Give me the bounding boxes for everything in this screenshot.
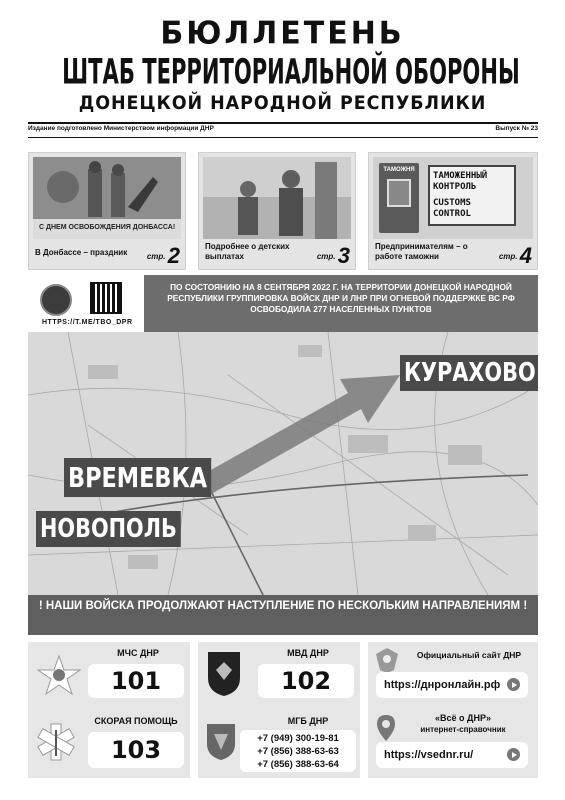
sign-line: ТАМОЖЕННЫЙ [433,171,488,181]
card-mchs [28,642,190,708]
ambulance-star-icon [36,722,76,762]
page-number: 4 [519,243,532,268]
sign-line: CONTROL [433,209,471,219]
vsednr-url[interactable]: https://vsednr.ru/ [376,742,528,768]
card-mgb [198,708,360,778]
map-info-box: ПО СОСТОЯНИЮ НА 8 СЕНТЯБРЯ 2022 Г. НА ТЕРРИТОРИИ ДОНЕЦКОЙ НАРОДНОЙ РЕСПУБЛИКИ ГРУППИРОВКА ВОЙСК ДНР И ЛНР ПРИ ОГНЕВОЙ ПОДДЕРЖКЕ ВС РФ ОСВОБОДИЛА 277 НАСЕЛЕННЫХ ПУНКТОВ [144,275,538,332]
place-kurakhovo: КУРАХОВО [400,355,538,391]
ambulance-title: СКОРАЯ ПОМОЩЬ [94,716,178,726]
site-url[interactable]: https://днронлайн.рф [376,672,528,698]
card-mvd [198,642,360,708]
page-number: 2 [167,243,180,268]
mgb-phone[interactable]: +7 (949) 300-19-81 [257,733,339,744]
teaser-child-payments[interactable] [198,152,356,270]
place-novopol: НОВОПОЛЬ [36,511,181,547]
sign-line: КОНТРОЛЬ [433,182,477,192]
holiday-photo [33,157,181,239]
mchs-title: МЧС ДНР [117,648,159,658]
customs-photo [373,157,533,239]
mgb-phones [240,730,356,772]
mgb-shield-icon [204,720,238,762]
customs-sign [428,165,516,226]
card-official-site [368,642,538,708]
teaser-caption: Подробнее о детских выплатах [205,242,290,261]
mgb-phone[interactable]: +7 (856) 388-63-64 [257,759,339,770]
issue-number: Выпуск № 23 [495,125,538,132]
mvd-phone[interactable]: 102 [258,664,354,698]
mchs-emblem-icon [34,652,84,698]
publisher-line [28,125,538,132]
subline-rule [28,137,538,138]
play-arrow-icon[interactable] [507,678,520,691]
mgb-title: МГБ ДНР [287,716,329,726]
teaser-holiday[interactable] [28,152,186,270]
site-title: Официальный сайт ДНР [416,650,522,660]
page-ref [317,243,350,269]
masthead-subtitle: ШТАБ ТЕРРИТОРИАЛЬНОЙ ОБОРОНЫ [62,52,520,93]
map-header-logos [28,275,144,332]
masthead-region: ДОНЕЦКОЙ НАРОДНОЙ РЕСПУБЛИКИ [78,92,487,114]
page-number: 3 [337,243,350,268]
page-ref [499,243,532,269]
mvd-emblem-icon [204,648,244,698]
location-pin-icon [376,714,396,742]
card-ambulance [28,708,190,778]
customs-badge-label: ТАМОЖНЯ [383,167,415,173]
teaser-caption: В Донбассе – праздник [35,248,128,257]
page-label: стр. [316,252,336,261]
mgb-phone[interactable]: +7 (856) 388-63-63 [257,746,339,757]
mchs-phone[interactable]: 101 [88,664,184,698]
children-photo [203,157,351,239]
page-label: стр. [146,252,166,261]
page-ref [147,243,180,269]
sign-line: CUSTOMS [433,198,471,208]
tbo-emblem-icon [40,284,72,316]
teaser-customs[interactable] [368,152,538,270]
mvd-title: МВД ДНР [287,648,329,658]
teaser-caption: Предпринимателям – о работе таможни [375,242,468,261]
masthead [0,15,565,114]
masthead-rule [28,122,538,124]
card-vsednr [368,708,538,778]
vsednr-title: «Всё о ДНР» [435,713,491,723]
advance-banner: ! НАШИ ВОЙСКА ПРОДОЛЖАЮТ НАСТУПЛЕНИЕ ПО НЕСКОЛЬКИМ НАПРАВЛЕНИЯМ ! [28,595,538,635]
vsednr-subtitle: интернет-справочник [420,725,506,734]
page-label: стр. [498,252,518,261]
ambulance-phone[interactable]: 103 [88,732,184,768]
play-arrow-icon[interactable] [507,748,520,761]
emblem-icon [387,179,411,207]
telegram-link[interactable]: HTTPS://T.ME/TBO_DPR [42,319,133,326]
children-illustration [203,157,351,239]
publisher-text: Издание подготовлено Министерством информации ДНР [28,125,214,132]
frontline-map [28,275,538,635]
holiday-photo-text: С ДНЕМ ОСВОБОЖДЕНИЯ ДОНБАССА! [39,224,176,231]
customs-badge [379,163,419,233]
dnr-coat-of-arms-icon [374,646,400,674]
place-vremevka: ВРЕМЕВКА [64,458,211,497]
qr-code-icon[interactable] [90,282,122,314]
masthead-title: БЮЛЛЕТЕНЬ [160,15,405,52]
